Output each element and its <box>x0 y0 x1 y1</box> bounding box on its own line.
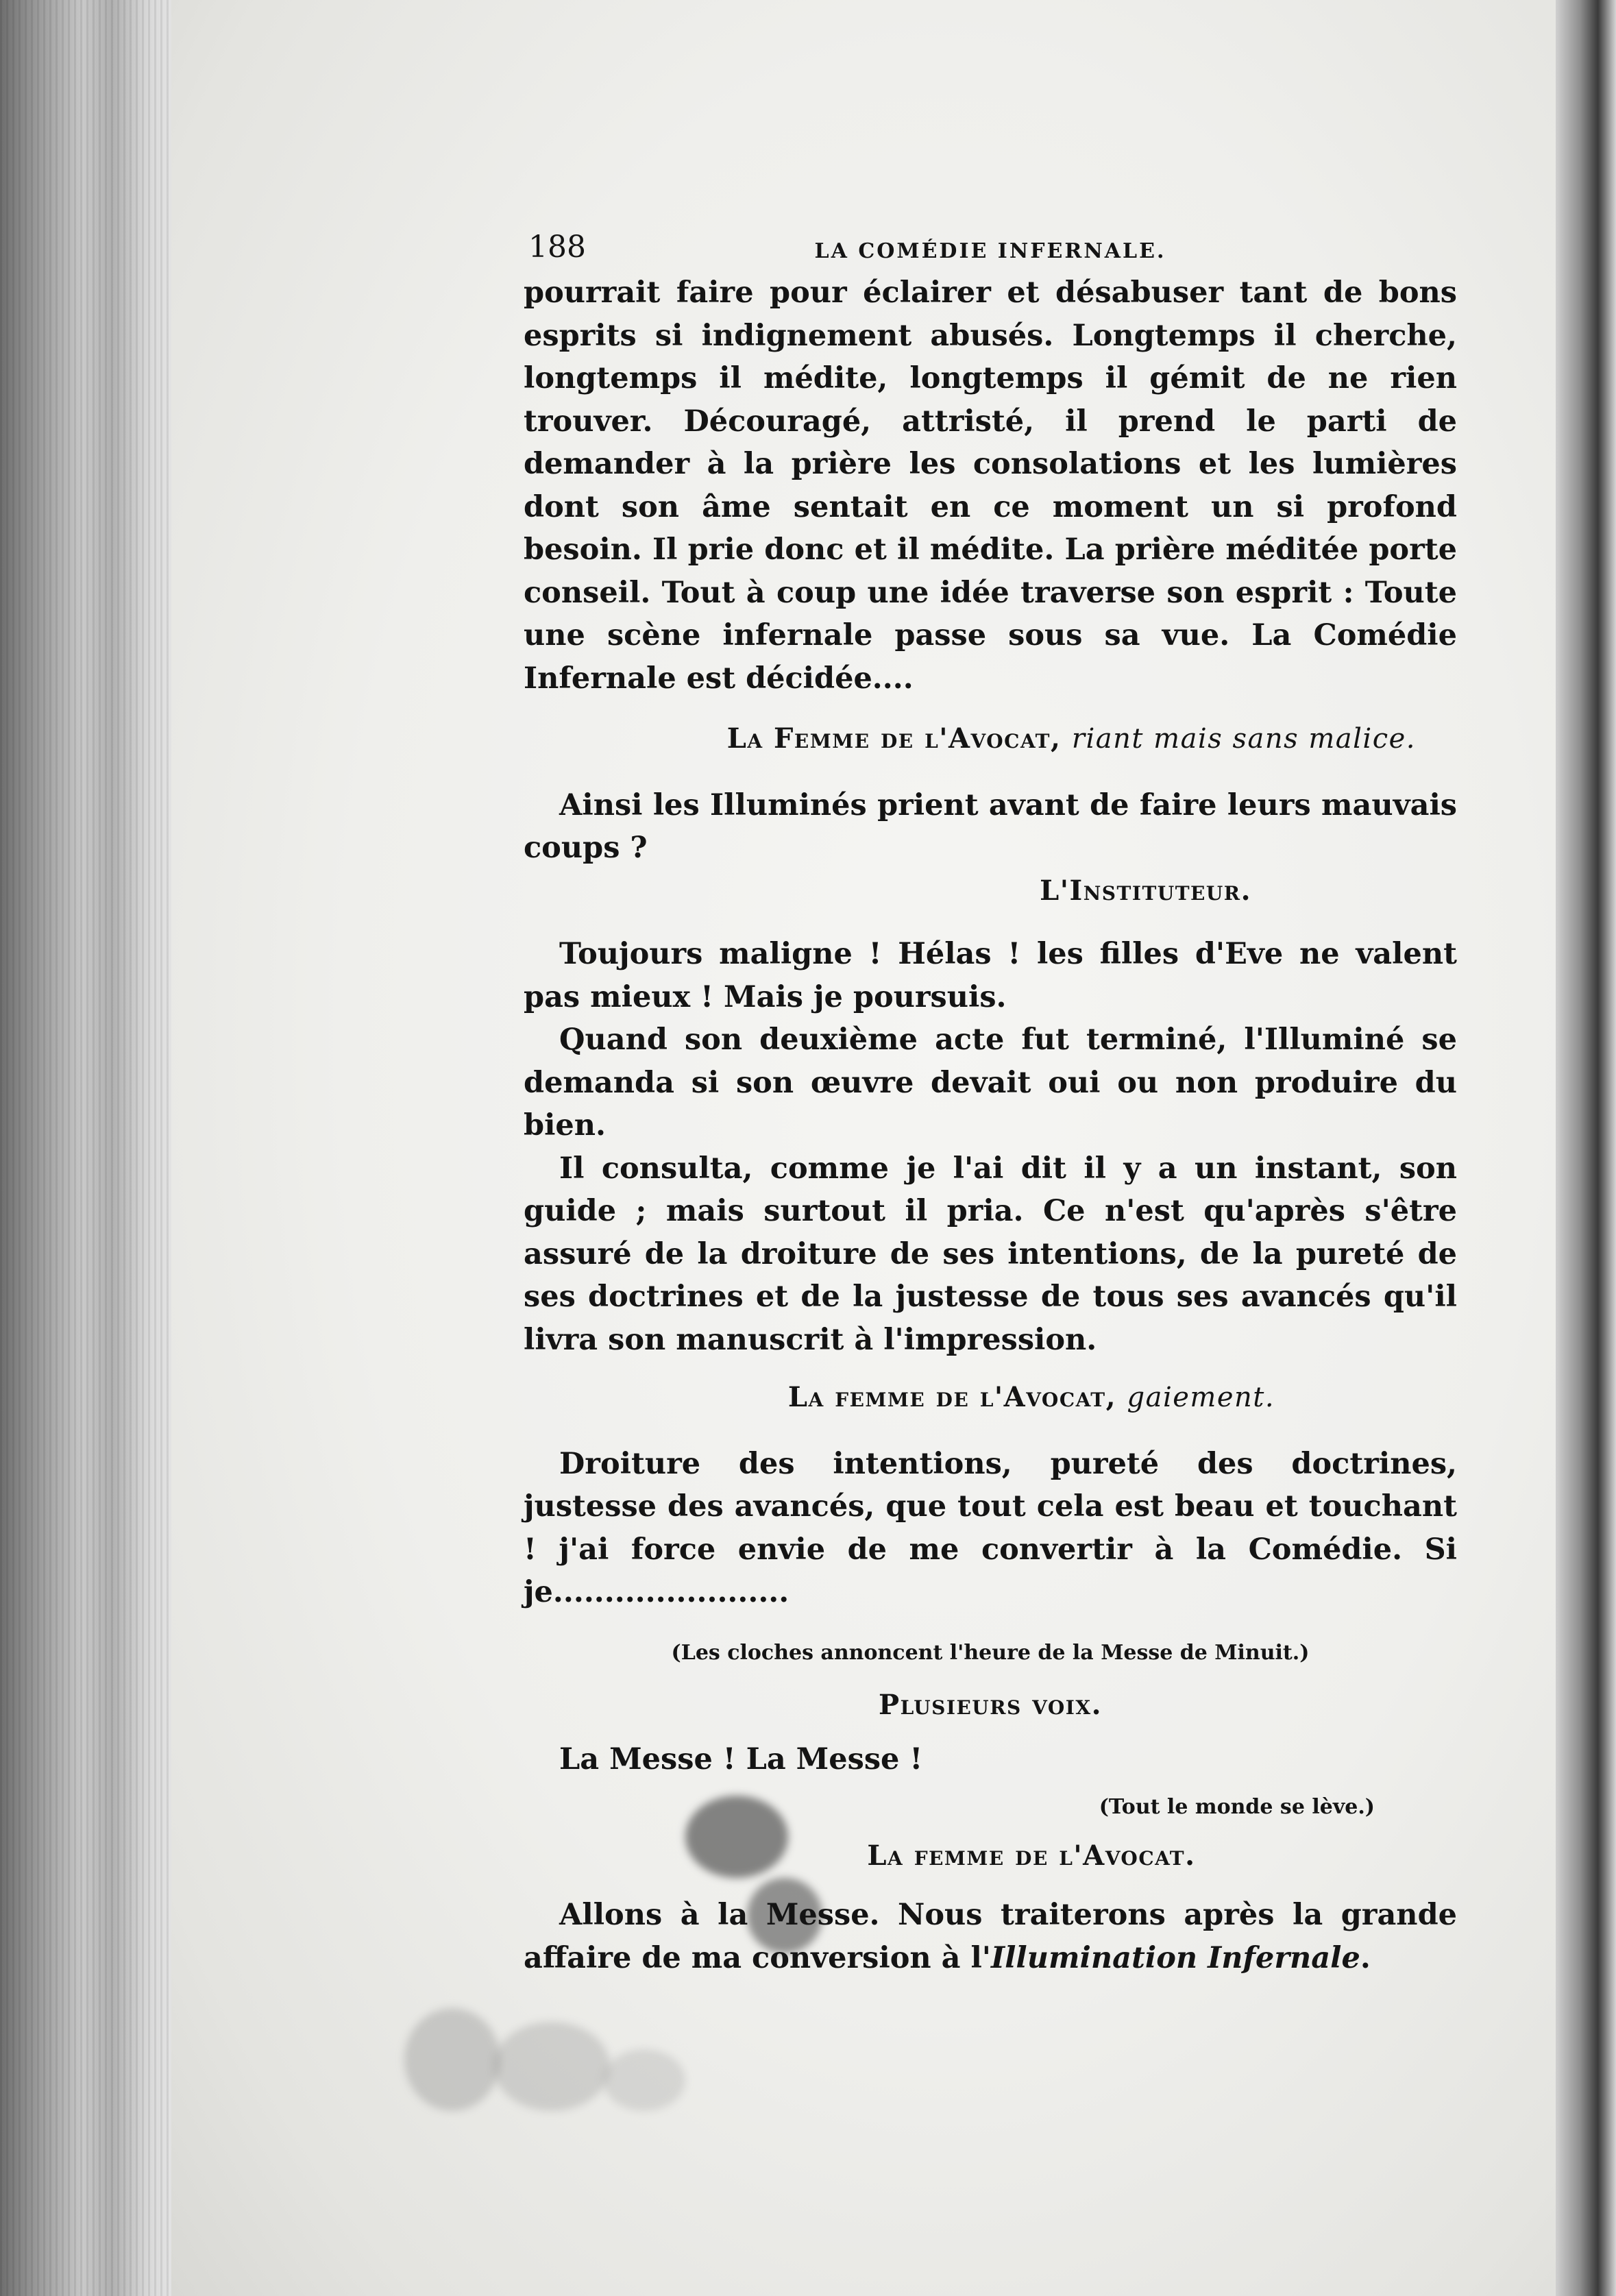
speaker-heading <box>524 1376 1457 1419</box>
paragraph <box>524 1894 1457 1979</box>
stain-mark <box>603 2049 685 2111</box>
binding-edge <box>1556 0 1616 2296</box>
paragraph: La Messe ! La Messe ! <box>559 1742 923 1776</box>
paragraph-text: . <box>1360 1940 1371 1975</box>
paragraph: Toujours maligne ! Hélas ! les filles d'Eve ne valent pas mieux ! Mais je poursuis. <box>524 937 1457 1014</box>
page-header <box>524 226 1457 271</box>
stain-mark <box>404 2008 500 2111</box>
stage-direction: gaiement. <box>1127 1382 1275 1413</box>
running-title: LA COMÉDIE INFERNALE. <box>814 239 1166 263</box>
page-text <box>524 226 1457 1979</box>
speaker-name: Plusieurs voix. <box>878 1689 1103 1721</box>
speaker-name: La femme de l'Avocat. <box>867 1839 1196 1872</box>
italic-title: Illumination Infernale <box>990 1940 1360 1975</box>
paragraph: Droiture des intentions, pureté des doctrines, justesse des avancés, que tout cela est beau et touchant ! j'ai force envie de me convertir à la Comédie. Si je....................... <box>524 1446 1457 1609</box>
speaker-heading <box>524 1835 1457 1878</box>
stain-mark <box>493 2022 610 2111</box>
speaker-heading <box>524 1684 1457 1727</box>
paragraph: Quand son deuxième acte fut terminé, l'Illuminé se demanda si son œuvre devait oui ou non produire du bien. <box>524 1023 1457 1143</box>
paragraph-text: Allons à la Messe. Nous traiterons après la grande affaire de ma conversion à l' <box>524 1898 1457 1975</box>
speaker-name: La femme de l'Avocat, <box>787 1381 1117 1413</box>
page-number: 188 <box>528 230 586 265</box>
speaker-name: L'Instituteur. <box>1040 874 1251 907</box>
paragraph: Il consulta, comme je l'ai dit il y a un instant, son guide ; mais surtout il pria. Ce n'est qu'après s'être assuré de la droiture de ses intentions, de la pureté de ses doctrines et de la justesse de tous ses avancés qu'il livra son manuscrit à l'impression. <box>524 1151 1457 1357</box>
stage-direction: (Les cloches annoncent l'heure de la Messe de Minuit.) <box>671 1640 1310 1665</box>
paragraph: pourrait faire pour éclairer et désabuser tant de bons esprits si indignement abusés. Longtemps il cherche, longtemps il médite, longtemps il gémit de ne rien trouver. Découragé, attristé, il prend le parti de demander à la prière les consolations et les lumières dont son âme sentait en ce moment un si profond besoin. Il prie donc et il médite. La prière méditée porte conseil. Tout à coup une idée traverse son esprit : Toute une scène infernale passe sous sa vue. La Comédie Infernale est décidée.... <box>524 276 1457 696</box>
speaker-name: La Femme de l'Avocat, <box>726 722 1062 755</box>
stage-direction: riant mais sans malice. <box>1071 723 1416 755</box>
speaker-heading <box>524 870 1457 913</box>
speaker-heading <box>524 718 1457 761</box>
stage-direction: (Tout le monde se lève.) <box>1099 1795 1375 1819</box>
book-page-edges <box>0 0 185 2296</box>
paragraph: Ainsi les Illuminés prient avant de faire leurs mauvais coups ? <box>524 787 1457 865</box>
